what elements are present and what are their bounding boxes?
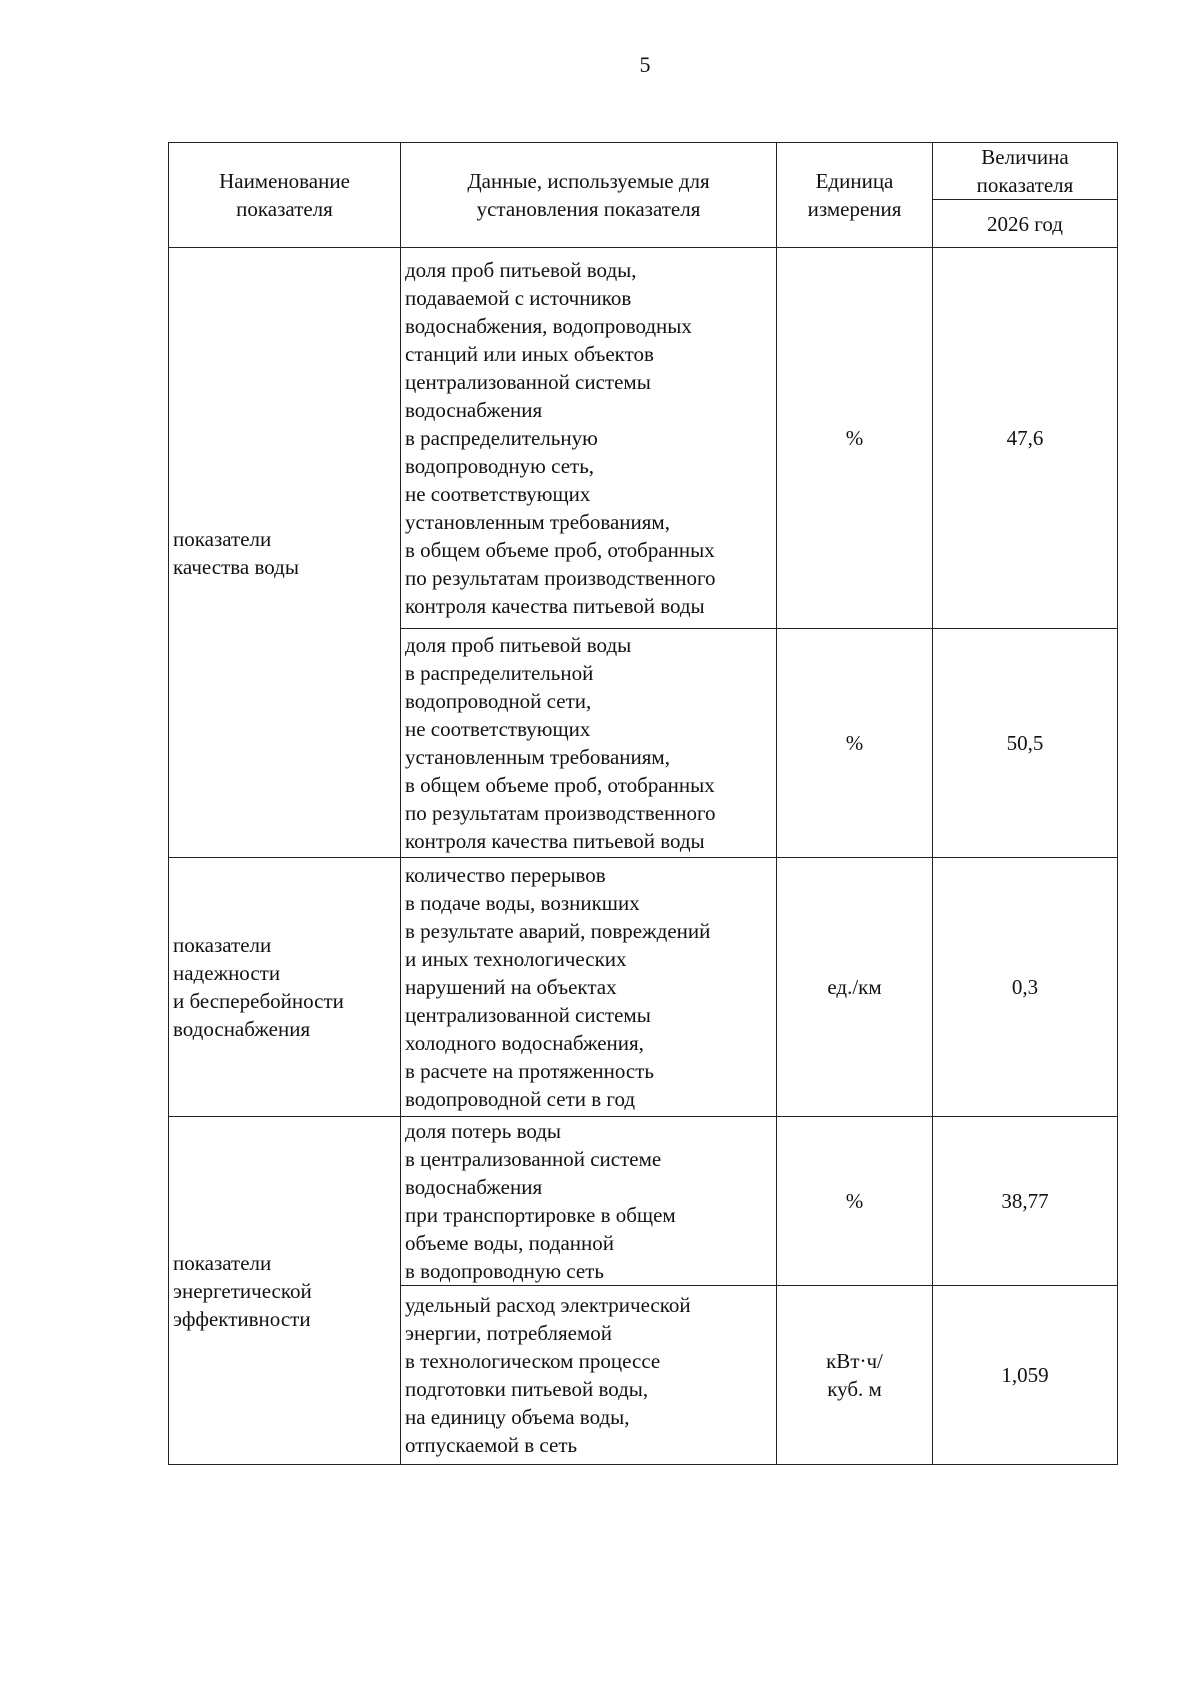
header-value: Величина показателя [933, 143, 1118, 200]
group-name-cell [169, 858, 401, 1117]
group-name-cell [169, 248, 401, 858]
unit-cell: ед./км [777, 858, 933, 1117]
page-number: 5 [639, 52, 651, 77]
data-cell: доля потерь воды в централизованной системе водоснабжения при транспортировке в общем объеме воды, поданной в водопроводную сеть [401, 1117, 777, 1286]
table-row [169, 248, 1118, 629]
data-cell: количество перерывов в подаче воды, возникших в результате аварий, повреждений и иных технологических нарушений на объектах централизованной системы холодного водоснабжения, в расчете на протяженность водопроводной сети в год [401, 858, 777, 1117]
indicators-table [168, 142, 1118, 1465]
unit-cell: % [777, 1117, 933, 1286]
data-cell: удельный расход электрической энергии, потребляемой в технологическом процессе подготовки питьевой воды, на единицу объема воды, отпускаемой в сеть [401, 1286, 777, 1465]
table-row [169, 858, 1118, 1117]
unit-cell: кВт·ч/ куб. м [777, 1286, 933, 1465]
unit-cell: % [777, 248, 933, 629]
value-cell: 0,3 [933, 858, 1118, 1117]
header-year: 2026 год [933, 200, 1118, 248]
header-data: Данные, используемые для установления показателя [401, 143, 777, 248]
unit-cell: % [777, 629, 933, 858]
header-name: Наименование показателя [169, 143, 401, 248]
table-header-row [169, 143, 1118, 200]
data-cell: доля проб питьевой воды, подаваемой с источников водоснабжения, водопроводных станций или иных объектов централизованной системы водоснабжения в распределительную водопроводную сеть, не соответствующих установленным требованиям, в общем объеме проб, отобранных по результатам производственного контроля качества питьевой воды [401, 248, 777, 629]
value-cell: 38,77 [933, 1117, 1118, 1286]
value-cell: 50,5 [933, 629, 1118, 858]
group-name-water-quality: показатели качества воды [173, 526, 299, 579]
value-cell: 1,059 [933, 1286, 1118, 1465]
group-name-energy-efficiency: показатели энергетической эффективности [173, 1250, 312, 1331]
header-unit: Единица измерения [777, 143, 933, 248]
data-cell: доля проб питьевой воды в распределительной водопроводной сети, не соответствующих установленным требованиям, в общем объеме проб, отобранных по результатам производственного контроля качества питьевой воды [401, 629, 777, 858]
table-row [169, 1117, 1118, 1286]
group-name-cell [169, 1117, 401, 1465]
group-name-reliability: показатели надежности и бесперебойности водоснабжения [173, 933, 344, 1041]
value-cell: 47,6 [933, 248, 1118, 629]
